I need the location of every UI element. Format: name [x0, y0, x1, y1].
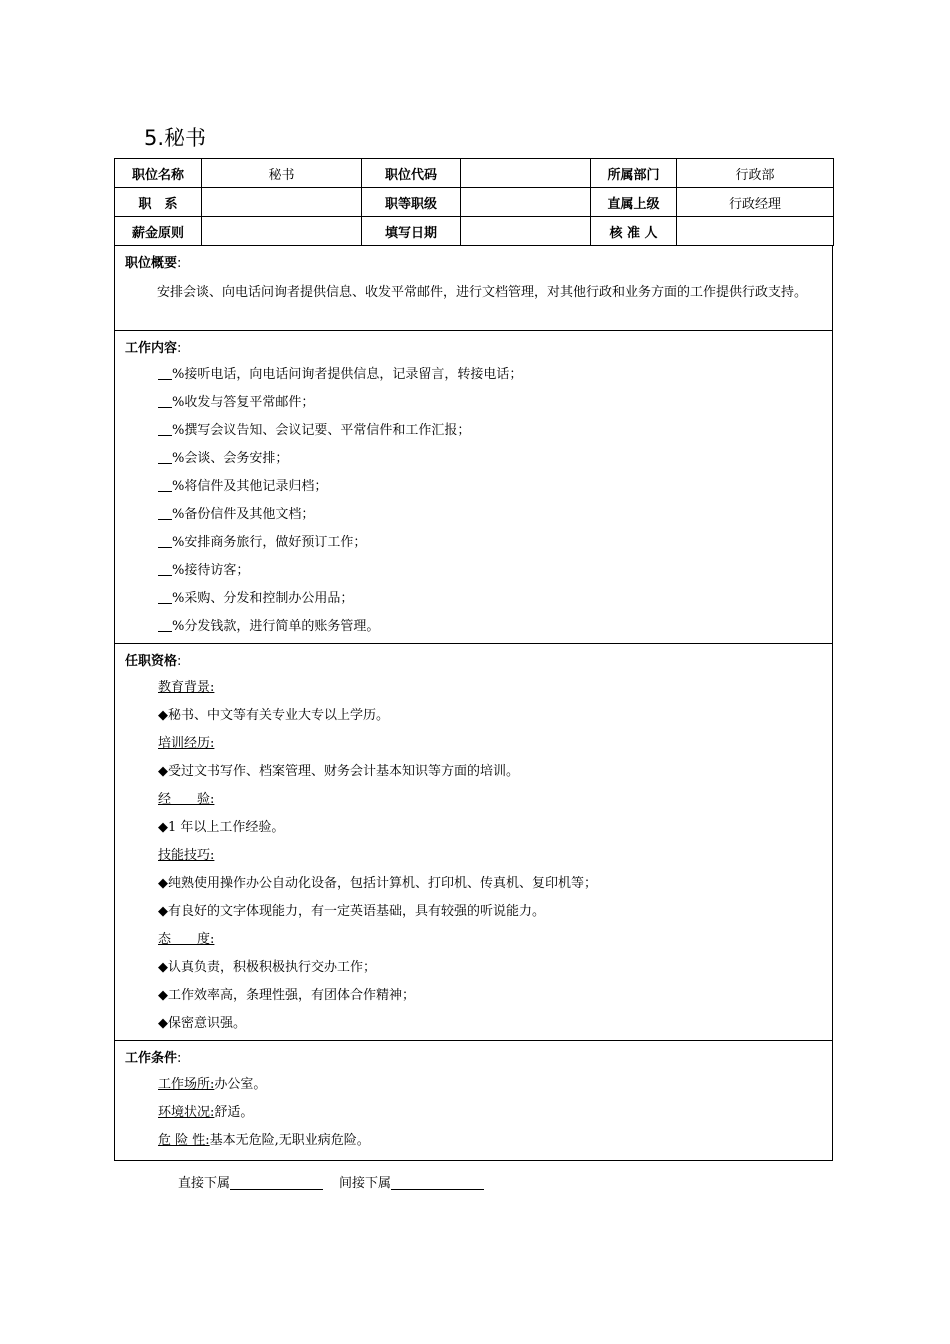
qualification-group-label: 经 验:: [158, 792, 215, 807]
condition-item: [158, 1127, 832, 1155]
condition-value: 基本无危险,无职业病危险。: [209, 1133, 370, 1148]
percent-blank: [158, 421, 172, 436]
position-name-label: 职位名称: [115, 159, 202, 188]
duty-text: %将信件及其他记录归档；: [172, 479, 328, 494]
qualification-group-title: [158, 786, 832, 814]
supervisor-label: 直属上级: [591, 188, 677, 217]
qualification-item: ◆工作效率高，条理性强，有团体合作精神；: [158, 988, 415, 1003]
approver-value: [677, 217, 834, 246]
qualifications-section: [114, 644, 833, 1041]
job-family-value: [202, 188, 362, 217]
condition-item: [158, 1099, 832, 1127]
qualification-item: ◆纯熟使用操作办公自动化设备，包括计算机、打印机、传真机、复印机等；: [158, 876, 597, 891]
job-family-label: 职 系: [115, 188, 202, 217]
qualification-group-title: [158, 926, 832, 954]
position-name-value: 秘书: [202, 159, 362, 188]
qualification-item: ◆秘书、中文等有关专业大专以上学历。: [158, 708, 389, 723]
duty-item: [158, 417, 832, 445]
qualification-group-title: [158, 842, 832, 870]
duties-list: [115, 361, 832, 641]
summary-heading: 职位概要:: [125, 256, 182, 271]
grade-value: [461, 188, 591, 217]
duty-item: [158, 585, 832, 613]
percent-blank: [158, 393, 172, 408]
position-code-value: [461, 159, 591, 188]
duty-text: %安排商务旅行，做好预订工作；: [172, 535, 367, 550]
condition-value: 办公室。: [214, 1077, 267, 1092]
qualification-item: ◆认真负责，积极积极执行交办工作；: [158, 960, 376, 975]
qualification-group-title: [158, 674, 832, 702]
qualification-group-label: 教育背景:: [158, 680, 215, 695]
conditions-section: [114, 1041, 833, 1161]
qualification-group-label: 态 度:: [158, 932, 215, 947]
department-label: 所属部门: [591, 159, 677, 188]
percent-blank: [158, 617, 172, 632]
duty-item: [158, 529, 832, 557]
direct-subordinates-label: 直接下属: [178, 1176, 231, 1191]
condition-item: [158, 1071, 832, 1099]
condition-label: 环境状况:: [158, 1105, 215, 1120]
indirect-subordinates-label: 间接下属: [339, 1176, 392, 1191]
qualifications-list: [115, 674, 832, 1038]
duties-heading: 工作内容:: [125, 341, 182, 356]
info-table: [114, 158, 834, 246]
direct-subordinates-line: [230, 1173, 323, 1190]
qualification-item: ◆有良好的文字体现能力，有一定英语基础，具有较强的听说能力。: [158, 904, 545, 919]
indirect-subordinates-line: [391, 1173, 484, 1190]
conditions-list: [115, 1071, 832, 1155]
indirect-subordinates: [339, 1173, 484, 1193]
conditions-heading: 工作条件:: [125, 1051, 182, 1066]
position-code-label: 职位代码: [362, 159, 461, 188]
percent-blank: [158, 477, 172, 492]
fill-date-value: [461, 217, 591, 246]
qualifications-heading: 任职资格:: [125, 654, 182, 669]
duty-item: [158, 557, 832, 585]
condition-label: 危 险 性:: [158, 1133, 210, 1148]
info-row: [115, 159, 834, 188]
duty-text: %撰写会议告知、会议记要、平常信件和工作汇报；: [172, 423, 471, 438]
qualification-group-title: [158, 730, 832, 758]
duty-text: %分发钱款，进行简单的账务管理。: [172, 619, 380, 634]
department-value: 行政部: [677, 159, 834, 188]
info-row: [115, 188, 834, 217]
summary-section: [114, 246, 833, 331]
percent-blank: [158, 505, 172, 520]
condition-value: 舒适。: [214, 1105, 254, 1120]
qualification-item: ◆受过文书写作、档案管理、财务会计基本知识等方面的培训。: [158, 764, 519, 779]
page-title: 5.秘书: [144, 126, 207, 150]
duty-item: [158, 361, 832, 389]
fill-date-label: 填写日期: [362, 217, 461, 246]
condition-label: 工作场所:: [158, 1077, 215, 1092]
duty-text: %采购、分发和控制办公用品；: [172, 591, 354, 606]
percent-blank: [158, 533, 172, 548]
salary-principle-label: 薪金原则: [115, 217, 202, 246]
duty-text: %备份信件及其他文档；: [172, 507, 315, 522]
duty-text: %会谈、会务安排；: [172, 451, 289, 466]
grade-label: 职等职级: [362, 188, 461, 217]
salary-principle-value: [202, 217, 362, 246]
approver-label: 核 准 人: [591, 217, 677, 246]
duty-item: [158, 473, 832, 501]
percent-blank: [158, 589, 172, 604]
duty-item: [158, 445, 832, 473]
duty-item: [158, 389, 832, 417]
info-row: [115, 217, 834, 246]
duty-text: %收发与答复平常邮件；: [172, 395, 315, 410]
percent-blank: [158, 365, 172, 380]
duty-text: %接待访客；: [172, 563, 250, 578]
qualification-group-label: 培训经历:: [158, 736, 215, 751]
percent-blank: [158, 449, 172, 464]
qualification-item: ◆保密意识强。: [158, 1016, 246, 1031]
percent-blank: [158, 561, 172, 576]
summary-text: 安排会谈、向电话问询者提供信息、收发平常邮件，进行文档管理，对其他行政和业务方面的工作提供行政支持。: [157, 285, 808, 300]
supervisor-value: 行政经理: [677, 188, 834, 217]
duty-item: [158, 501, 832, 529]
duty-item: [158, 613, 832, 641]
qualification-item: ◆1 年以上工作经验。: [158, 820, 285, 835]
duty-text: %接听电话，向电话问询者提供信息，记录留言，转接电话；: [172, 367, 523, 382]
qualification-group-label: 技能技巧:: [158, 848, 215, 863]
direct-subordinates: [178, 1173, 323, 1193]
duties-section: [114, 331, 833, 644]
